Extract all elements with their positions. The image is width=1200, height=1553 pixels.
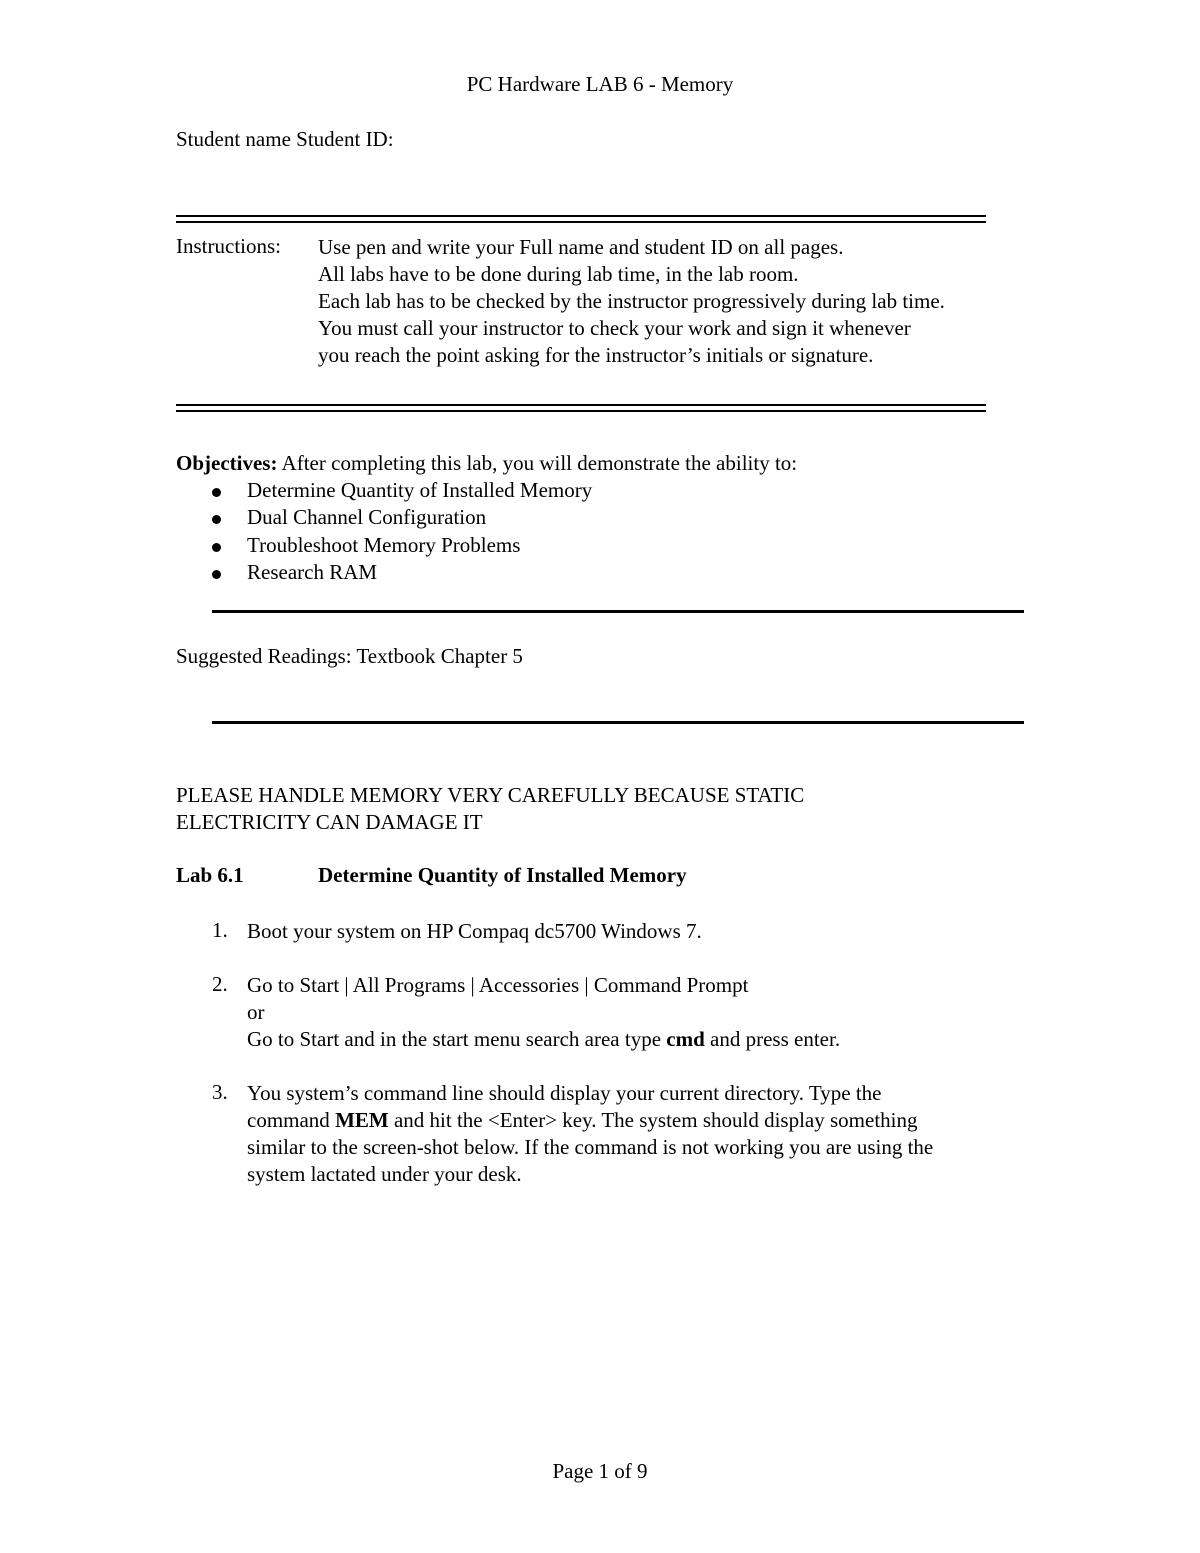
bullet-icon <box>212 515 221 524</box>
objective-text: Research RAM <box>247 560 378 584</box>
rule-after-readings <box>212 721 1024 724</box>
step-line: Go to Start | All Programs | Accessories | Command Prompt <box>247 973 749 997</box>
step-text: and press enter. <box>704 1027 841 1051</box>
double-rule-top <box>176 215 986 223</box>
step-line: Boot your system on HP Compaq dc5700 Windows 7. <box>247 919 702 943</box>
step-line <box>247 1026 840 1053</box>
instruction-line: you reach the point asking for the instructor’s initials or signature. <box>318 343 874 367</box>
page-header-title: PC Hardware LAB 6 - Memory <box>466 72 734 96</box>
cmd-keyword: cmd <box>666 1027 705 1051</box>
step-2 <box>247 972 840 1053</box>
instructions-label: Instructions: <box>176 234 281 258</box>
instruction-line: Use pen and write your Full name and student ID on all pages. <box>318 235 844 259</box>
objective-text: Troubleshoot Memory Problems <box>247 533 521 557</box>
objective-text: Dual Channel Configuration <box>247 505 487 529</box>
lab-title: Determine Quantity of Installed Memory <box>318 863 687 887</box>
step-text: Go to Start and in the start menu search area type <box>247 1027 667 1051</box>
objectives-heading <box>176 451 797 476</box>
step-line: system lactated under your desk. <box>247 1162 522 1186</box>
objectives-intro: After completing this lab, you will demonstrate the ability to: <box>277 451 798 475</box>
step-text: and hit the <Enter> key. The system should display something <box>388 1108 918 1132</box>
instructions-text <box>318 234 945 369</box>
step-number: 3. <box>212 1080 228 1104</box>
bullet-icon <box>212 570 221 579</box>
bullet-icon <box>212 488 221 497</box>
step-number: 1. <box>212 918 228 942</box>
warning-line: ELECTRICITY CAN DAMAGE IT <box>176 810 483 834</box>
mem-keyword: MEM <box>335 1108 389 1132</box>
bullet-icon <box>212 543 221 552</box>
step-3 <box>247 1080 933 1188</box>
objective-text: Determine Quantity of Installed Memory <box>247 478 593 502</box>
step-line: You system’s command line should display your current directory. Type the <box>247 1081 882 1105</box>
double-rule-bottom <box>176 404 986 412</box>
step-text: command <box>247 1108 336 1132</box>
step-line: similar to the screen-shot below. If the command is not working you are using the <box>247 1135 934 1159</box>
page-footer-number: Page 1 of 9 <box>552 1459 648 1483</box>
rule-after-objectives <box>212 610 1024 613</box>
lab-number: Lab 6.1 <box>176 863 244 887</box>
instruction-line: Each lab has to be checked by the instructor progressively during lab time. <box>318 289 945 313</box>
student-name-id-line: Student name Student ID: <box>176 127 394 151</box>
step-number: 2. <box>212 972 228 996</box>
objectives-label: Objectives: <box>176 451 278 475</box>
step-line: or <box>247 1000 265 1024</box>
step-1 <box>247 918 702 945</box>
instruction-line: All labs have to be done during lab time, in the lab room. <box>318 262 799 286</box>
step-line <box>247 1107 933 1134</box>
static-warning <box>176 782 804 836</box>
suggested-readings: Suggested Readings: Textbook Chapter 5 <box>176 644 523 668</box>
instruction-line: You must call your instructor to check your work and sign it whenever <box>318 316 911 340</box>
warning-line: PLEASE HANDLE MEMORY VERY CAREFULLY BECAUSE STATIC <box>176 783 805 807</box>
